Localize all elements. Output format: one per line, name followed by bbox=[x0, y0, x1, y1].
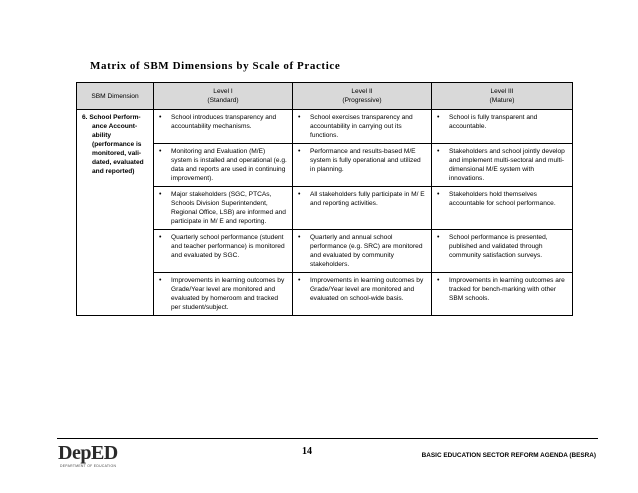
header-dimension: SBM Dimension bbox=[77, 83, 154, 110]
header-row bbox=[77, 83, 573, 110]
logo-subtext: DEPARTMENT OF EDUCATION bbox=[60, 464, 117, 468]
cell-text: All stakeholders fully participate in M/ E and reporting activities. bbox=[310, 191, 425, 207]
level-1-cell bbox=[154, 144, 293, 187]
dimension-line: ance Account- bbox=[92, 123, 138, 130]
cell-text: Stakeholders and school jointly develop and implement multi-sectoral and multi-dimensional M/E system with innovations. bbox=[449, 148, 565, 182]
dimension-line: 6. School Perform- bbox=[82, 114, 141, 121]
cell-text: Improvements in learning outcomes are tracked for bench-marking with other SBM schools. bbox=[449, 277, 565, 302]
bullet-icon: • bbox=[437, 234, 440, 241]
bullet-icon: • bbox=[437, 114, 440, 121]
level-1-cell bbox=[154, 230, 293, 273]
bullet-icon: • bbox=[159, 148, 162, 155]
bullet-icon: • bbox=[298, 114, 301, 121]
bullet-icon: • bbox=[159, 277, 162, 284]
level-2-cell bbox=[293, 144, 432, 187]
dimension-cell bbox=[77, 110, 154, 316]
level-1-cell bbox=[154, 273, 293, 316]
cell-text: School performance is presented, published and validated through community satisfaction surveys. bbox=[449, 234, 548, 259]
page-number: 14 bbox=[302, 446, 312, 457]
level-3-cell bbox=[432, 187, 573, 230]
header-level-2 bbox=[293, 83, 432, 110]
table-row bbox=[77, 110, 573, 144]
bullet-icon: • bbox=[159, 191, 162, 198]
level-2-cell bbox=[293, 110, 432, 144]
cell-text: Stakeholders hold themselves accountable for school performance. bbox=[449, 191, 556, 207]
cell-text: Performance and results-based M/E system is fully operational and utilized in planning. bbox=[310, 148, 421, 173]
cell-text: School introduces transparency and accountability mechanisms. bbox=[171, 114, 277, 130]
page-title: Matrix of SBM Dimensions by Scale of Practice bbox=[90, 60, 341, 72]
level-2-cell bbox=[293, 273, 432, 316]
bullet-icon: • bbox=[298, 191, 301, 198]
deped-logo bbox=[58, 440, 138, 472]
header-level-3 bbox=[432, 83, 573, 110]
dimension-line: ability bbox=[92, 132, 112, 139]
header-level-2-name: Level II bbox=[351, 88, 373, 95]
level-2-cell bbox=[293, 230, 432, 273]
bullet-icon: • bbox=[437, 148, 440, 155]
level-3-cell bbox=[432, 110, 573, 144]
logo-wordmark: DepED bbox=[58, 442, 118, 464]
cell-text: Quarterly school performance (student and teacher performance) is monitored and evaluated by SGC. bbox=[171, 234, 285, 259]
cell-text: Improvements in learning outcomes by Grade/Year level are monitored and evaluated on school-wide basis. bbox=[310, 277, 424, 302]
header-level-1-sub: (Standard) bbox=[207, 97, 239, 104]
level-2-cell bbox=[293, 187, 432, 230]
cell-text: Major stakeholders (SGC, PTCAs, Schools Division Superintendent, Regional Office, LSB) are informed and participate in M/ E and reporting. bbox=[171, 191, 286, 225]
header-level-2-sub: (Progressive) bbox=[342, 97, 382, 104]
bullet-icon: • bbox=[437, 277, 440, 284]
bullet-icon: • bbox=[298, 277, 301, 284]
footer-agenda: BASIC EDUCATION SECTOR REFORM AGENDA (BESRA) bbox=[421, 452, 596, 459]
bullet-icon: • bbox=[437, 191, 440, 198]
header-level-3-sub: (Mature) bbox=[489, 97, 515, 104]
bullet-icon: • bbox=[298, 148, 301, 155]
level-1-cell bbox=[154, 187, 293, 230]
dimension-line: dated, evaluated bbox=[92, 159, 144, 166]
bullet-icon: • bbox=[159, 234, 162, 241]
level-3-cell bbox=[432, 144, 573, 187]
cell-text: School exercises transparency and accountability in carrying out its functions. bbox=[310, 114, 413, 139]
dimension-line: (performance is bbox=[92, 141, 142, 148]
bullet-icon: • bbox=[298, 234, 301, 241]
dimension-line: monitored, vali- bbox=[92, 150, 142, 157]
dimension-line: and reported) bbox=[92, 168, 135, 175]
cell-text: Improvements in learning outcomes by Grade/Year level are monitored and evaluated by homeroom and tracked per student/subject. bbox=[171, 277, 285, 311]
cell-text: Quarterly and annual school performance (e.g. SRC) are monitored and evaluated by community stakeholders. bbox=[310, 234, 423, 268]
cell-text: School is fully transparent and accountable. bbox=[449, 114, 538, 130]
footer-divider bbox=[57, 438, 598, 439]
level-1-cell bbox=[154, 110, 293, 144]
level-3-cell bbox=[432, 230, 573, 273]
header-level-1-name: Level I bbox=[213, 88, 233, 95]
bullet-icon: • bbox=[159, 114, 162, 121]
cell-text: Monitoring and Evaluation (M/E) system is installed and operational (e.g. data and reports are used in continuing improvement). bbox=[171, 148, 287, 182]
sbm-matrix-table bbox=[76, 82, 573, 316]
level-3-cell bbox=[432, 273, 573, 316]
header-level-1 bbox=[154, 83, 293, 110]
header-level-3-name: Level III bbox=[490, 88, 514, 95]
